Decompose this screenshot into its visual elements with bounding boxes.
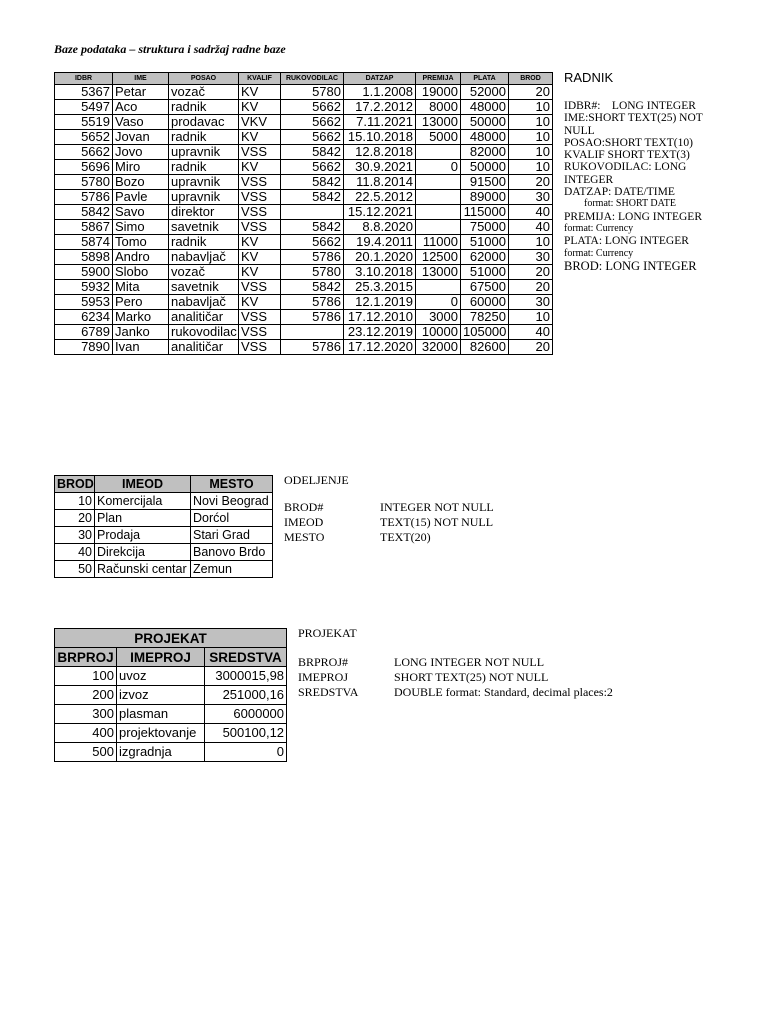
table-cell: 12.1.2019	[344, 295, 416, 310]
table-cell: Janko	[113, 325, 169, 340]
odeljenje-label: ODELJENJE	[284, 473, 349, 487]
schema-field: BRPROJ#	[298, 655, 349, 669]
table-cell: KV	[239, 85, 281, 100]
radnik-col-idbr: IDBR	[55, 73, 113, 85]
table-cell: 7.11.2021	[344, 115, 416, 130]
table-row	[55, 295, 553, 310]
radnik-col-brod: BROD	[509, 73, 553, 85]
projekat-col-sredstva: SREDSTVA	[205, 648, 287, 667]
table-cell: 20	[509, 280, 553, 295]
table-cell: 30	[55, 527, 95, 544]
odeljenje-header-row	[55, 476, 273, 493]
projekat-body	[55, 667, 287, 762]
table-cell: 5867	[55, 220, 113, 235]
schema-line	[298, 655, 613, 670]
table-cell: nabavljač	[169, 295, 239, 310]
table-cell: Pero	[113, 295, 169, 310]
table-cell: 100	[55, 667, 117, 686]
projekat-caption: PROJEKAT	[55, 629, 287, 648]
table-cell: 5842	[281, 175, 344, 190]
table-cell: 52000	[461, 85, 509, 100]
table-cell: 5786	[55, 190, 113, 205]
table-cell: 5662	[281, 100, 344, 115]
table-cell: Mita	[113, 280, 169, 295]
table-cell: nabavljač	[169, 250, 239, 265]
table-cell: izvoz	[117, 686, 205, 705]
table-cell: Prodaja	[95, 527, 191, 544]
radnik-label: RADNIK	[564, 70, 614, 85]
table-cell: Novi Beograd	[191, 493, 273, 510]
table-cell: prodavac	[169, 115, 239, 130]
table-cell: 400	[55, 724, 117, 743]
table-cell: Slobo	[113, 265, 169, 280]
odeljenje-body	[55, 493, 273, 578]
table-cell	[416, 175, 461, 190]
table-cell: 30.9.2021	[344, 160, 416, 175]
schema-line: RUKOVODILAC: LONG INTEGER	[564, 161, 690, 186]
table-row	[55, 280, 553, 295]
table-cell: 5786	[281, 310, 344, 325]
table-cell: 67500	[461, 280, 509, 295]
schema-line: format: Currency	[564, 247, 634, 259]
table-cell: projektovanje	[117, 724, 205, 743]
table-cell: 40	[509, 325, 553, 340]
table-row	[55, 340, 553, 355]
table-cell: izgradnja	[117, 743, 205, 762]
schema-field: MESTO	[284, 530, 325, 544]
projekat-schema	[298, 655, 613, 700]
table-row	[55, 220, 553, 235]
table-cell: Miro	[113, 160, 169, 175]
table-cell: 5898	[55, 250, 113, 265]
schema-field: IMEPROJ	[298, 670, 349, 684]
table-row	[55, 510, 273, 527]
schema-line: IME:SHORT TEXT(25) NOT NULL	[564, 112, 706, 137]
odeljenje-table	[54, 475, 273, 578]
odeljenje-schema	[284, 500, 494, 545]
table-cell: 20	[509, 265, 553, 280]
table-cell: Direkcija	[95, 544, 191, 561]
table-cell: 10	[509, 310, 553, 325]
table-cell: 5780	[281, 85, 344, 100]
table-cell: 5842	[281, 280, 344, 295]
table-cell: upravnik	[169, 175, 239, 190]
table-cell: 30	[509, 295, 553, 310]
table-cell: VSS	[239, 340, 281, 355]
table-cell: 5842	[281, 190, 344, 205]
table-row	[55, 235, 553, 250]
radnik-col-rukovodilac: RUKOVODILAC	[281, 73, 344, 85]
table-cell: 78250	[461, 310, 509, 325]
table-cell: Petar	[113, 85, 169, 100]
table-row	[55, 724, 287, 743]
schema-line: PLATA: LONG INTEGER	[564, 235, 689, 248]
table-cell: 15.10.2018	[344, 130, 416, 145]
table-cell: 17.2.2012	[344, 100, 416, 115]
table-cell: VSS	[239, 325, 281, 340]
table-cell: 13000	[416, 265, 461, 280]
table-cell: 115000	[461, 205, 509, 220]
table-row	[55, 667, 287, 686]
table-cell: 5662	[281, 115, 344, 130]
table-row	[55, 190, 553, 205]
table-cell: vozač	[169, 265, 239, 280]
projekat-col-brproj: BRPROJ	[55, 648, 117, 667]
table-cell: KV	[239, 130, 281, 145]
table-cell: 40	[509, 205, 553, 220]
table-cell: 89000	[461, 190, 509, 205]
table-cell: 0	[416, 160, 461, 175]
table-cell: Bozo	[113, 175, 169, 190]
table-cell: 12500	[416, 250, 461, 265]
projekat-header-row	[55, 648, 287, 667]
table-cell: 10	[55, 493, 95, 510]
odeljenje-col-mesto: MESTO	[191, 476, 273, 493]
table-cell: 3.10.2018	[344, 265, 416, 280]
table-cell: Stari Grad	[191, 527, 273, 544]
table-cell: 20	[55, 510, 95, 527]
table-cell: radnik	[169, 235, 239, 250]
table-cell: 6234	[55, 310, 113, 325]
table-cell: 19000	[416, 85, 461, 100]
table-cell: 10	[509, 130, 553, 145]
schema-field: SREDSTVA	[298, 685, 359, 699]
table-row	[55, 561, 273, 578]
table-row	[55, 100, 553, 115]
table-cell: direktor	[169, 205, 239, 220]
table-cell: 20	[509, 85, 553, 100]
table-cell: 19.4.2011	[344, 235, 416, 250]
table-row	[55, 686, 287, 705]
table-cell: Marko	[113, 310, 169, 325]
table-cell: 10000	[416, 325, 461, 340]
table-cell: 40	[509, 220, 553, 235]
table-cell: Jovan	[113, 130, 169, 145]
table-cell: VKV	[239, 115, 281, 130]
table-cell: 51000	[461, 265, 509, 280]
table-cell	[281, 325, 344, 340]
table-cell: KV	[239, 265, 281, 280]
table-cell: Ivan	[113, 340, 169, 355]
table-cell: 62000	[461, 250, 509, 265]
table-cell: 30	[509, 190, 553, 205]
table-cell: 12.8.2018	[344, 145, 416, 160]
schema-type: SHORT TEXT(25) NOT NULL	[394, 670, 549, 684]
table-row	[55, 743, 287, 762]
table-cell: 5786	[281, 340, 344, 355]
table-cell: 10	[509, 235, 553, 250]
table-cell: 25.3.2015	[344, 280, 416, 295]
table-cell: Simo	[113, 220, 169, 235]
schema-line	[284, 530, 494, 545]
schema-line: DATZAP: DATE/TIME	[564, 186, 675, 199]
schema-line: PREMIJA: LONG INTEGER	[564, 210, 702, 223]
table-cell: 5786	[281, 295, 344, 310]
schema-line: KVALIF SHORT TEXT(3)	[564, 149, 690, 162]
table-cell: Plan	[95, 510, 191, 527]
table-cell: 48000	[461, 100, 509, 115]
table-cell: 5786	[281, 250, 344, 265]
schema-line	[298, 685, 613, 700]
table-cell: 5842	[281, 145, 344, 160]
table-cell: KV	[239, 160, 281, 175]
table-cell: 82000	[461, 145, 509, 160]
table-cell: 5367	[55, 85, 113, 100]
table-cell: 51000	[461, 235, 509, 250]
table-cell: savetnik	[169, 280, 239, 295]
radnik-col-premija: PREMIJA	[416, 73, 461, 85]
table-row	[55, 160, 553, 175]
schema-type: TEXT(15) NOT NULL	[380, 515, 494, 529]
table-cell: plasman	[117, 705, 205, 724]
schema-type: LONG INTEGER NOT NULL	[394, 655, 545, 669]
table-cell: 23.12.2019	[344, 325, 416, 340]
table-row	[55, 325, 553, 340]
table-cell: Andro	[113, 250, 169, 265]
table-cell: Savo	[113, 205, 169, 220]
table-cell: VSS	[239, 205, 281, 220]
table-cell: 5497	[55, 100, 113, 115]
table-cell: 75000	[461, 220, 509, 235]
table-cell	[281, 205, 344, 220]
table-row	[55, 527, 273, 544]
table-row	[55, 705, 287, 724]
table-cell: 20.1.2020	[344, 250, 416, 265]
document-title: Baze podataka – struktura i sadržaj radne baze	[54, 42, 286, 56]
table-cell: KV	[239, 295, 281, 310]
table-cell: 200	[55, 686, 117, 705]
table-cell: 5662	[281, 235, 344, 250]
table-cell: radnik	[169, 160, 239, 175]
table-cell: 6789	[55, 325, 113, 340]
table-cell: 1.1.2008	[344, 85, 416, 100]
table-cell: 50	[55, 561, 95, 578]
table-cell: 105000	[461, 325, 509, 340]
schema-line: IDBR#: LONG INTEGER	[564, 100, 696, 112]
table-row	[55, 493, 273, 510]
table-cell: 13000	[416, 115, 461, 130]
table-cell: Dorćol	[191, 510, 273, 527]
table-cell: VSS	[239, 220, 281, 235]
table-cell: 17.12.2020	[344, 340, 416, 355]
table-cell: 5652	[55, 130, 113, 145]
table-cell: 10	[509, 145, 553, 160]
table-cell: 82600	[461, 340, 509, 355]
schema-line: format: Currency	[564, 222, 634, 234]
table-cell: 20	[509, 340, 553, 355]
table-row	[55, 115, 553, 130]
projekat-table	[54, 628, 287, 762]
table-cell: Zemun	[191, 561, 273, 578]
table-cell: 5000	[416, 130, 461, 145]
table-cell: Pavle	[113, 190, 169, 205]
table-cell: savetnik	[169, 220, 239, 235]
table-cell: KV	[239, 235, 281, 250]
table-cell: Vaso	[113, 115, 169, 130]
table-cell	[416, 205, 461, 220]
table-cell: 20	[509, 175, 553, 190]
radnik-col-posao: POSAO	[169, 73, 239, 85]
schema-field: BROD#	[284, 500, 324, 514]
table-cell: Aco	[113, 100, 169, 115]
table-cell: 3000015,98	[205, 667, 287, 686]
projekat-label: PROJEKAT	[298, 626, 357, 640]
table-cell: Komercijala	[95, 493, 191, 510]
table-cell: 22.5.2012	[344, 190, 416, 205]
table-cell: 60000	[461, 295, 509, 310]
table-cell: uvoz	[117, 667, 205, 686]
table-cell	[416, 190, 461, 205]
table-cell: VSS	[239, 175, 281, 190]
table-cell: 8000	[416, 100, 461, 115]
table-cell	[416, 145, 461, 160]
schema-line	[298, 670, 613, 685]
radnik-col-plata: PLATA	[461, 73, 509, 85]
table-cell: 5780	[281, 265, 344, 280]
table-cell: Tomo	[113, 235, 169, 250]
table-row	[55, 145, 553, 160]
table-cell	[416, 220, 461, 235]
table-cell: 15.12.2021	[344, 205, 416, 220]
table-cell: 30	[509, 250, 553, 265]
table-row	[55, 544, 273, 561]
table-cell: 11000	[416, 235, 461, 250]
table-cell: 0	[205, 743, 287, 762]
projekat-col-imeproj: IMEPROJ	[117, 648, 205, 667]
table-cell: 10	[509, 115, 553, 130]
table-cell: Računski centar	[95, 561, 191, 578]
table-cell: 251000,16	[205, 686, 287, 705]
schema-line: POSAO:SHORT TEXT(10)	[564, 136, 693, 149]
table-cell: 32000	[416, 340, 461, 355]
table-cell: radnik	[169, 130, 239, 145]
table-cell: 10	[509, 160, 553, 175]
table-cell: 500100,12	[205, 724, 287, 743]
radnik-header-row	[55, 73, 553, 85]
schema-type: INTEGER NOT NULL	[380, 500, 494, 514]
table-cell: 5662	[281, 160, 344, 175]
table-row	[55, 310, 553, 325]
schema-line	[284, 515, 494, 530]
table-cell: 5953	[55, 295, 113, 310]
schema-type: DOUBLE format: Standard, decimal places:2	[394, 685, 613, 699]
table-cell: 17.12.2010	[344, 310, 416, 325]
table-cell: KV	[239, 100, 281, 115]
radnik-col-ime: IME	[113, 73, 169, 85]
table-cell: 6000000	[205, 705, 287, 724]
table-cell: upravnik	[169, 145, 239, 160]
table-cell: 91500	[461, 175, 509, 190]
table-cell: VSS	[239, 280, 281, 295]
table-cell: 40	[55, 544, 95, 561]
table-cell: 5842	[281, 220, 344, 235]
table-cell: 5696	[55, 160, 113, 175]
radnik-table	[54, 72, 553, 355]
table-cell: 5874	[55, 235, 113, 250]
table-cell: rukovodilac	[169, 325, 239, 340]
table-cell: VSS	[239, 145, 281, 160]
table-cell: 5842	[55, 205, 113, 220]
table-cell: 300	[55, 705, 117, 724]
table-cell: 5780	[55, 175, 113, 190]
table-cell: VSS	[239, 190, 281, 205]
table-row	[55, 85, 553, 100]
schema-line: BROD: LONG INTEGER	[564, 258, 697, 273]
table-cell: 8.8.2020	[344, 220, 416, 235]
table-cell: 5662	[55, 145, 113, 160]
table-cell: 5662	[281, 130, 344, 145]
table-cell: 5932	[55, 280, 113, 295]
schema-field: IMEOD	[284, 515, 324, 529]
table-cell: 5519	[55, 115, 113, 130]
table-cell: VSS	[239, 310, 281, 325]
table-cell: 50000	[461, 115, 509, 130]
table-row	[55, 175, 553, 190]
table-cell: 500	[55, 743, 117, 762]
table-cell	[416, 280, 461, 295]
odeljenje-col-brod: BROD	[55, 476, 95, 493]
radnik-col-datzap: DATZAP	[344, 73, 416, 85]
radnik-schema	[564, 100, 714, 272]
table-cell: Jovo	[113, 145, 169, 160]
table-cell: 0	[416, 295, 461, 310]
table-row	[55, 130, 553, 145]
table-cell: KV	[239, 250, 281, 265]
radnik-col-kvalif: KVALIF	[239, 73, 281, 85]
table-cell: Banovo Brdo	[191, 544, 273, 561]
table-cell: analitičar	[169, 310, 239, 325]
table-row	[55, 265, 553, 280]
table-cell: analitičar	[169, 340, 239, 355]
schema-type: TEXT(20)	[380, 530, 431, 544]
table-cell: upravnik	[169, 190, 239, 205]
schema-line: format: SHORT DATE	[564, 198, 676, 210]
odeljenje-col-imeod: IMEOD	[95, 476, 191, 493]
table-cell: 7890	[55, 340, 113, 355]
table-cell: radnik	[169, 100, 239, 115]
table-cell: 5900	[55, 265, 113, 280]
table-cell: vozač	[169, 85, 239, 100]
table-cell: 11.8.2014	[344, 175, 416, 190]
schema-line	[284, 500, 494, 515]
table-row	[55, 250, 553, 265]
table-cell: 48000	[461, 130, 509, 145]
table-cell: 50000	[461, 160, 509, 175]
table-row	[55, 205, 553, 220]
table-cell: 3000	[416, 310, 461, 325]
table-cell: 10	[509, 100, 553, 115]
radnik-body	[55, 85, 553, 355]
